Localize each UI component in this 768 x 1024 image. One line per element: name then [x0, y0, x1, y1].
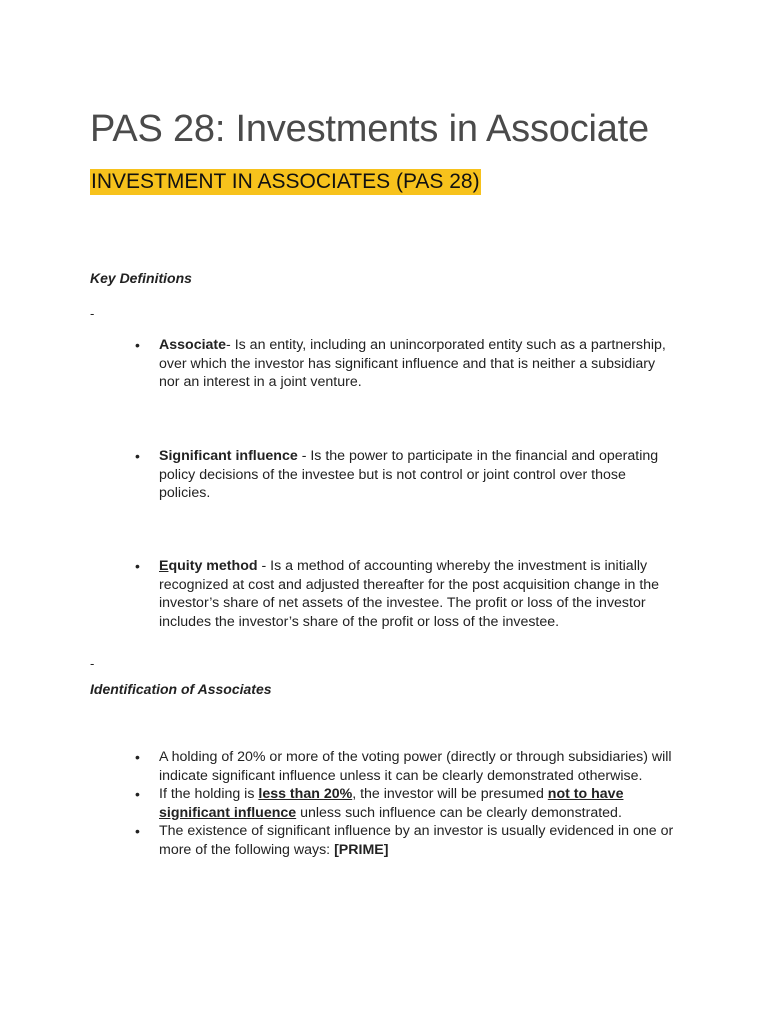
definition-text: - Is the power to participate in the financial and operating policy decisions of the investee but is not control or joint control over those policies.	[159, 448, 659, 502]
list-item	[135, 557, 675, 631]
list-item	[135, 748, 675, 785]
highlighted-subtitle-text: INVESTMENT IN ASSOCIATES (PAS 28)	[91, 170, 480, 193]
subtitle-heading	[90, 170, 481, 194]
list-item-text: , the investor will be presumed	[352, 786, 548, 803]
list-item	[135, 822, 675, 859]
identification-list	[135, 748, 675, 860]
dash-separator: -	[90, 306, 95, 321]
list-item-text: unless such influence can be clearly demonstrated.	[296, 804, 622, 821]
list-item-text: If the holding is	[159, 786, 259, 803]
dash-separator: -	[90, 656, 95, 671]
definition-list-significant-influence	[135, 447, 675, 503]
prime-label: [PRIME]	[334, 841, 389, 858]
definition-text: - Is an entity, including an unincorporated entity such as a partnership, over which the investor has significant influence and that is neither a subsidiary nor an interest in a joint venture.	[159, 337, 666, 391]
definition-list-equity-method	[135, 557, 675, 631]
definition-list-associate	[135, 336, 675, 392]
page-title: PAS 28: Investments in Associate	[90, 108, 649, 150]
emphasis-less-than-20: less than 20%	[258, 786, 353, 803]
definition-text: - Is a method of accounting whereby the investment is initially recognized at cost and adjusted thereafter for the post acquisition change in the investor’s share of net assets of the investee. The profit or loss of the investor includes the investor’s share of the profit or loss of the investee.	[159, 558, 660, 630]
identification-heading: Identification of Associates	[90, 681, 272, 697]
definition-term: Associate	[159, 337, 227, 353]
list-item	[135, 336, 675, 392]
list-item-text: The existence of significant influence by an investor is usually evidenced in one or more of the following ways:	[159, 823, 674, 858]
definition-term-initial: E	[159, 558, 169, 574]
list-item	[135, 447, 675, 503]
key-definitions-heading: Key Definitions	[90, 270, 192, 286]
list-item	[135, 785, 675, 822]
definition-term: Significant influence	[159, 448, 298, 464]
emphasis-not-significant-influence: not to have significant influence	[159, 786, 624, 821]
list-item-text: A holding of 20% or more of the voting power (directly or through subsidiaries) will indicate significant influence unless it can be clearly demonstrated otherwise.	[159, 749, 672, 784]
definition-term: quity method	[168, 558, 258, 574]
